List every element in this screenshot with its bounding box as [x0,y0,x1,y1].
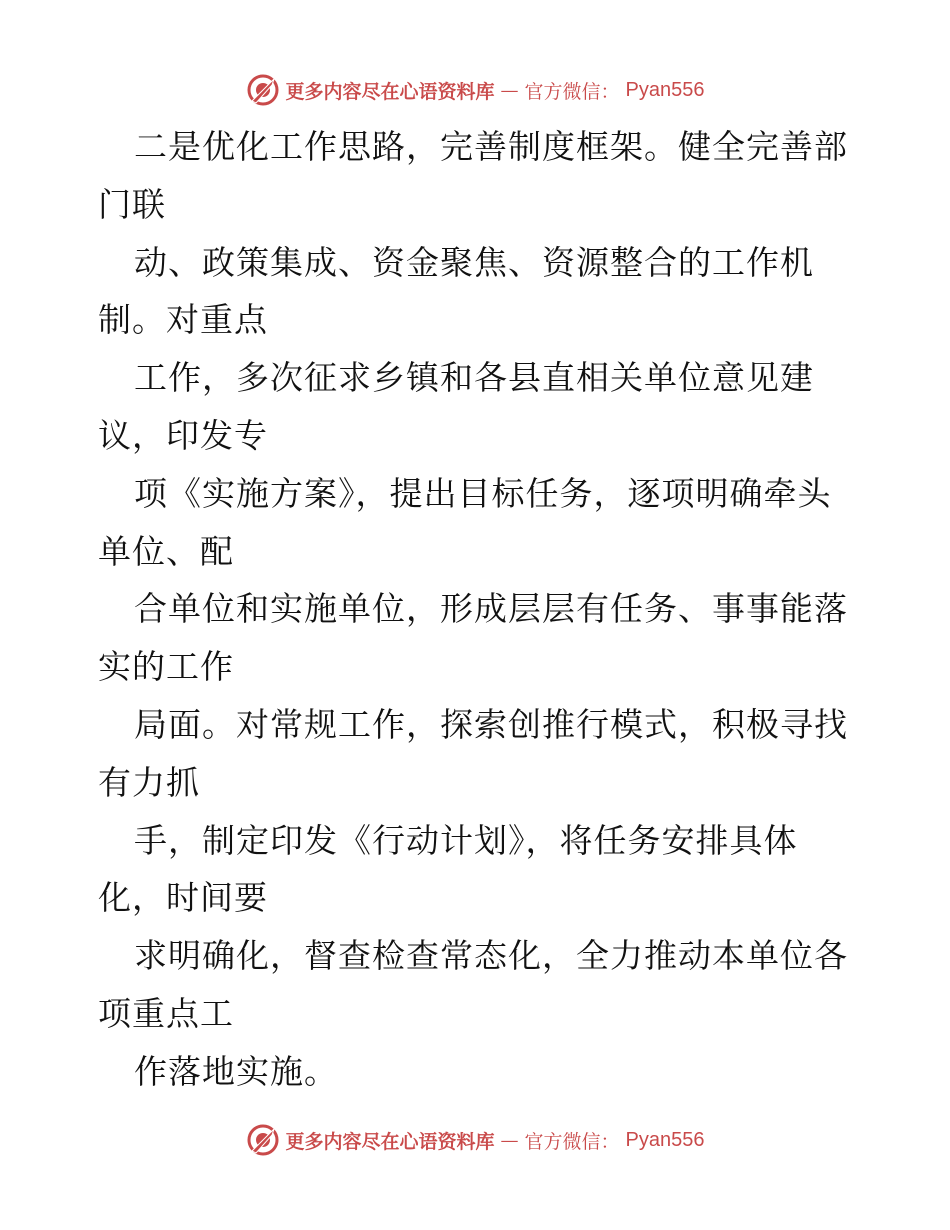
body-text-line: 二是优化工作思路，完善制度框架。健全完善部 [134,127,848,166]
body-text-line: 项重点工 [98,993,234,1033]
footer-site-text: 更多内容尽在心语资料库 [285,1130,495,1153]
body-text-line: 工作，多次征求乡镇和各县直相关单位意见建 [134,358,814,398]
body-text-line: 手，制定印发《行动计划》，将任务安排具体 [134,820,798,860]
body-text-line: 作落地实施。 [134,1051,338,1091]
body-text-line: 合单位和实施单位，形成层层有任务、事事能落 [134,589,848,629]
body-text-line: 单位、配 [98,531,234,571]
brand-logo-icon [246,73,280,107]
body-text-line: 制。对重点 [98,300,268,340]
body-text-line: 有力抓 [98,762,200,802]
body-text-line: 实的工作 [98,647,234,687]
body-text-line: 局面。对常规工作，探索创推行模式，积极寻找 [134,704,848,744]
body-text-line: 动、政策集成、资金聚焦、资源整合的工作机 [134,242,814,282]
document-body [98,118,858,1101]
body-text-line: 求明确化，督查检查常态化，全力推动本单位各 [134,936,848,976]
header-site-text: 更多内容尽在心语资料库 [285,80,495,103]
header-wechat-label: 官方微信： [524,80,620,103]
body-text-line: 议，印发专 [98,415,268,455]
footer-separator: — [500,1129,519,1151]
header-separator: — [500,79,519,101]
body-text-line: 化，时间要 [98,878,268,918]
footer-wechat-id: Pyan556 [625,1128,705,1151]
body-text-line: 项《实施方案》，提出目标任务，逐项明确牵头 [134,473,832,513]
header-banner [0,70,950,110]
brand-logo-icon [246,1123,280,1157]
footer-wechat-label: 官方微信： [524,1130,620,1153]
body-text-line: 门联 [98,184,166,224]
header-wechat-id: Pyan556 [625,78,705,101]
footer-banner [0,1120,950,1160]
